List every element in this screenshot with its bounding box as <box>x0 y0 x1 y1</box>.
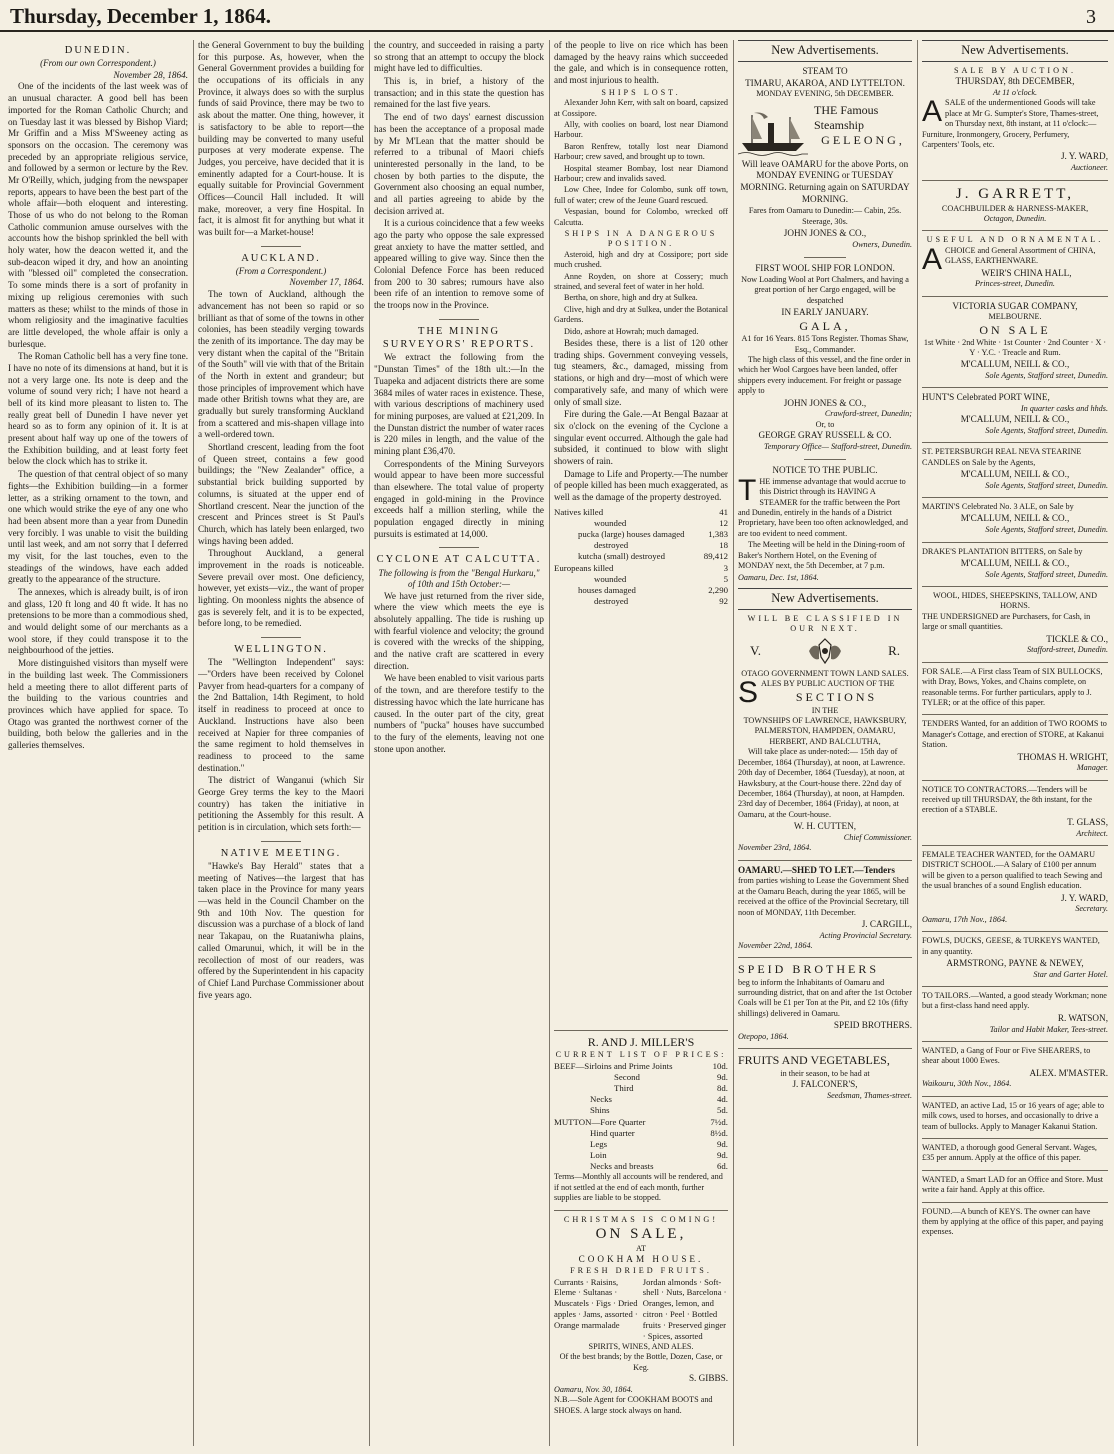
paragraph: The "Wellington Independent" says:—"Orders have been received by Colonel Pavyer from head-quarters for a company of the 2nd Battalion, 14th Regiment, to hold itself in readiness to proceed at once to Auckland. Instructions have also been received at Napier for three companies of the same regiment to hold themselves in readiness to proceed to the same destination." <box>198 657 364 773</box>
casualty-count: 2,290 <box>708 584 728 595</box>
divider <box>922 1202 1108 1203</box>
sales-sections: SECTIONS <box>795 690 878 705</box>
paragraph: The Meeting will be held in the Dining-room of Baker's Northern Hotel, on the Evening of MONDAY next, the 5th December, at 7 p.m. <box>738 540 905 571</box>
ad-title: FRUITS AND VEGETABLES, <box>738 1053 890 1068</box>
table-row <box>554 518 728 529</box>
signatory: TICKLE & CO., <box>1046 633 1108 644</box>
casualty-count: 1,383 <box>708 529 728 540</box>
notice-date: Oamaru, Dec. 1st, 1864. <box>738 572 819 582</box>
signatory-title: Tailor and Habit Maker, Tees-street. <box>989 1024 1108 1034</box>
ad-subtitle: FRESH DRIED FRUITS. <box>570 1266 712 1276</box>
ship-entry: Anne Royden, on shore at Cossery; much strained, and several feet of water in her hold. <box>554 271 728 292</box>
paragraph: Will leave OAMARU for the above Ports, on MONDAY EVENING or TUESDAY MORNING. Returning again on SATURDAY MORNING. <box>740 158 910 204</box>
ship-entry: Clive, high and dry at Sulkea, under the Botanical Gardens. <box>554 304 728 325</box>
paragraph: ASALE of the undermentioned Goods will take place at Mr G. Sumpter's Store, Thames-street, on Thursday next, 8th instant, at 11 o'clock:— Furniture, Ironmongery, Grocery, Perfumery, Carpenters' Tools, etc. <box>922 95 1099 149</box>
ad-subtitle: IN EARLY JANUARY. <box>781 307 869 318</box>
agent-name: GEORGE GRAY RUSSELL & CO. <box>758 430 892 441</box>
agent-or: Or, to <box>815 419 835 429</box>
paragraph: Correspondents of the Mining Surveyors would appear to have been more successful than elsewhere. The total value of property engaged in gold-mining in the Province exceeds half a million sterling, while the population engaged directly in mining pursuits is estimated at 14,000. <box>374 458 544 539</box>
table-row <box>554 1117 728 1128</box>
ship-entry: Asteroid, high and dry at Cossipore; port side much crushed. <box>554 249 728 270</box>
ad-sale: ON SALE, <box>595 1225 687 1242</box>
ad-title: R. AND J. MILLER'S <box>587 1035 695 1049</box>
agent-sub: Sole Agents, Stafford street, Dunedin. <box>985 525 1108 535</box>
royal-crest <box>738 635 912 669</box>
steamer-name: GELEONG, <box>821 133 905 148</box>
paragraph: TENDERS Wanted, for an addition of TWO ROOMS to Manager's Cottage, and erection of STORE, at Kakanui Station. <box>922 719 1107 750</box>
ship-details: A1 for 16 Years. 815 Tons Register. Thomas Shaw, Esq., Commander. <box>741 334 909 354</box>
divider <box>804 459 846 460</box>
article-title: THE MINING SURVEYORS' REPORTS. <box>382 325 536 351</box>
ad-date: THURSDAY, 8th DECEMBER, <box>955 76 1075 87</box>
price-list <box>554 1061 728 1173</box>
ad-title: WEIR'S CHINA HALL, <box>981 267 1072 278</box>
paragraph: Damage to Life and Property.—The number of people killed has been much exaggerated, as well as the damage of the property destroyed. <box>554 468 728 503</box>
column-rule <box>549 40 550 1446</box>
signatory: R. WATSON, <box>1057 1012 1108 1023</box>
sales-in: IN THE <box>811 705 839 715</box>
table-row <box>554 1105 728 1116</box>
price-value: 7½d. <box>710 1116 728 1127</box>
ad-title: SPEID BROTHERS <box>738 962 880 977</box>
price-value: 10d. <box>712 1060 728 1071</box>
ad-title: OAMARU.—SHED TO LET.—Tenders <box>738 864 895 875</box>
divider <box>804 257 846 258</box>
signatory: J. Y. WARD, <box>1060 151 1108 162</box>
signatory-title: Chief Commissioner. <box>843 832 912 842</box>
fares: Fares from Oamaru to Dunedin:— Cabin, 25s. Steerage, 30s. <box>748 206 902 226</box>
page-number: 3 <box>1086 6 1096 28</box>
price-item: Necks <box>590 1094 612 1105</box>
article-date: November 28, 1864. <box>113 69 188 80</box>
price-item: Legs <box>590 1138 608 1149</box>
price-value: 5d. <box>717 1105 728 1116</box>
section-heading: New Advertisements. <box>738 40 912 62</box>
ad-at: AT <box>635 1244 646 1254</box>
agent-sub: Temporary Office— Stafford-street, Dunedin. <box>763 441 912 451</box>
fruit-list-right: Jordan almonds · Soft-shell · Nuts, Barcelona · Oranges, lemon, and citron · Peel · Bottled fruits · Preserved ginger · Spices, assorted <box>642 1276 727 1342</box>
signatory-title: Secretary. <box>1075 904 1108 914</box>
paragraph: We have just returned from the river side, where the view which meets the eye is absolutely appalling. The tide is rushing up with fearful violence and velocity; the ground is covered with the wrecks of the shipping, and the native craft are scattered in every direction. <box>374 590 544 671</box>
divider <box>554 1210 728 1211</box>
table-row <box>554 1094 728 1105</box>
ad-body: in their season, to be had at <box>780 1068 870 1078</box>
ad-title: OTAGO GOVERNMENT TOWN LAND SALES. <box>741 668 909 678</box>
column-advertisements-b <box>922 40 1108 1440</box>
ad-date: MONDAY EVENING, 5th DECEMBER. <box>756 89 894 99</box>
paragraph: Will take place as under-noted:— 15th day of December, 1864 (Thursday), at noon, at Lawrence. 20th day of December, 1864 (Tuesday), at noon, at Hawksbury, at the Court-house there. 22nd day of December, 1864 (Thursday), at noon, at Hampden. 23rd day of December, 1864 (Friday), at noon, at Oamaru, at the Court-house. <box>738 747 905 819</box>
paragraph: Now Loading Wool at Port Chalmers, and having a great portion of her Cargo engaged, will be despatched <box>741 275 909 305</box>
signatory-title: Stafford-street, Dunedin. <box>1026 645 1108 655</box>
casualty-table <box>554 507 728 608</box>
divider <box>439 319 480 320</box>
price-item: Necks and breasts <box>590 1161 654 1172</box>
agent-sub: Owners, Dunedin. <box>852 239 912 249</box>
ad-sale: ON SALE <box>979 322 1051 337</box>
crest-letter: R. <box>888 643 900 659</box>
steamship-icon <box>738 105 808 157</box>
divider <box>738 957 912 958</box>
divider <box>922 931 1108 932</box>
paragraph: The Roman Catholic bell has a very fine tone. I have no note of its dimensions at hand, but it is not a very large one. Its note is deep and the volume of sound very rich; I have not heard a bell of its kind more pleasant to listen to. The really great bell of Dunedin I have never yet heard so as to form any opinion of it. It is at present about half way up one of the towers of the Exhibition building, and at least forty feet below the clock which has to strike it. <box>8 351 188 467</box>
paragraph: The question of that central object of so many fights—the Exhibition building—in a former letter, as a striking ornament to the town, and one which would strike the eye of any one who had been absent more than a year from Dunedin very forcibly. I was unable to visit the building until last week, and am not sorry that I deferred my visit, for the last touches, even to the steadings of the windows, have each added greatly to the appearance of the structure. <box>8 469 188 585</box>
steamer-ad <box>738 103 912 159</box>
ad-place: Otepopo, 1864. <box>738 1031 789 1041</box>
divider <box>922 387 1108 388</box>
signatory-title: Acting Provincial Secretary. <box>819 930 912 940</box>
casualty-label: wounded <box>594 573 627 584</box>
table-row <box>554 563 728 574</box>
casualty-label: destroyed <box>594 596 629 607</box>
divider <box>922 780 1108 781</box>
paragraph: NOTICE TO CONTRACTORS.—Tenders will be received up till THURSDAY, the 8th instant, for the erection of a STABLE. <box>922 784 1092 815</box>
paragraph: One of the incidents of the last week was of an unusual character. A good bell has been imported for the Roman Catholic Church; and on Tuesday last it was blessed by Bishop Viard; Mr Griffin and a Miss M'Sweeney acting as sponsors on the occasion. The ceremony was preceded by an appropriate religious service, and followed by a sermon or lecture by the Rev. Mr O'Reilly, which, judging from the newspaper reports, appears to have been the best part of the whole affair—both eloquent and interesting. Those of us who do not belong to the Roman Catholic communion amuse ourselves with the accounts how the bishop sprinkled the bell with holy water, how the deacon wetted it, and the sub-deacon wiped it dry, and how an anointing with "blessed oil" completed the consecration. To some minds there is a sort of profanity in mixing up religious ceremonies with such matters as these; whilst to the minds of those in whom religiosity and the imaginative faculties are little developed, the whole affair is only a burlesque. <box>8 81 188 349</box>
agent-name: M'CALLUM, NEILL & CO., <box>960 513 1070 524</box>
signatory-title: Star and Garter Hotel. <box>1033 969 1108 979</box>
price-value: 6d. <box>717 1161 728 1172</box>
paragraph: It is a curious coincidence that a few weeks ago the party who oppose the sale expressed great anxiety to have the matter settled, and appeared willing to give way. Since then the Colonial Defence Force has been reduced from 200 to 30 sabres; rumours have also been rife of an intention to remove some of the troops now in the Province. <box>374 218 544 311</box>
paragraph: "Hawke's Bay Herald" states that a meeting of Natives—the largest that has taken place in the Province for many years—was held in the Council Chamber on the 9th and 10th Nov. The question for discussion was a purchase of a block of land near Takapau, on the Ruataniwha plains, called Omarunui, which, it will be in the recollection of most of our readers, was offered by the Superintendent in his capacity of Chief Land Purchase Commissioner about five years ago. <box>198 861 364 1000</box>
sales-towns: TOWNSHIPS OF LAWRENCE, HAWKSBURY, PALMERSTON, HAMPDEN, OAMARU, HERBERT, AND BALCLUTHA, <box>743 716 907 746</box>
ship-entry: Alexander John Kerr, with salt on board, capsized at Cossipore. <box>554 98 728 118</box>
article-title: AUCKLAND. <box>241 252 321 264</box>
price-value: 4d. <box>717 1094 728 1105</box>
price-item: Shins <box>590 1105 610 1116</box>
price-item: Second <box>614 1071 640 1082</box>
paragraph: The district of Wanganui (which Sir George Grey terms the key to the Maori country) has taken the initiative in petitioning the Assembly for this result. A petition is in circulation, which sets forth:— <box>198 775 364 833</box>
price-value: 8½d. <box>710 1127 728 1138</box>
signatory: ARMSTRONG, PAYNE & NEWEY, <box>946 957 1084 968</box>
ship-entry: Hospital steamer Bombay, lost near Diamond Harbour; crew and invalids saved. <box>554 163 728 183</box>
ad-title: VICTORIA SUGAR COMPANY, <box>952 300 1078 311</box>
divider <box>922 296 1108 297</box>
paragraph: the General Government to buy the building for this purpose. As, however, when the General Government provides a building for the occupations of its officials in any Province, it always does so with the surplus funds of said Province, there may be two to ask about the matter. One thing, however, it is satisfactory to be able to report—the building may be converted to many useful purposes at very moderate expense. The Judges, you perceive, have decided that it is eminently adapted for a Court-house. It is equally suitable for Provincial Government Offices—Council Hall included. It will make, moreover, a very fine Hospital. In fact, it is almost fit for anything but what it was built for—a Market-house! <box>198 40 364 237</box>
ad-date: November 23rd, 1864. <box>738 843 812 853</box>
price-value: 9d. <box>717 1071 728 1082</box>
ship-entry: Dido, ashore at Howrah; much damaged. <box>564 326 699 336</box>
ship-entry: Vespasian, bound for Colombo, wrecked off Calcutta. <box>554 207 728 227</box>
agent-name: JOHN JONES & CO., <box>783 228 867 239</box>
casualty-count: 89,412 <box>703 551 728 562</box>
agent-name: M'CALLUM, NEILL & CO., <box>960 358 1070 369</box>
sugar-grades: 1st White · 2nd White · 1st Counter · 2nd Counter · X · Y · Y.C. · Treacle and Rum. <box>923 338 1107 358</box>
signatory: SPEID BROTHERS. <box>833 1020 912 1031</box>
paragraph: Shortland crescent, leading from the foot of Queen street, contains a few good buildings; the "New Zealander" office, a substantial brick building supported by columns, is situated at the upper end of Shortland crescent. Near the junction of the crescent and Princes street is St Paul's Church, which has lately been enlarged, two wings having been added. <box>198 442 364 546</box>
paragraph: More distinguished visitors than myself were in the building last week. The Commissioners held a meeting there to allot different parts of the building to the various countries and provinces which have applied for space. To Otago was granted the northwest corner of the building, both below the galleries and in the galleries themselves. <box>8 658 188 750</box>
table-row <box>554 1161 728 1172</box>
divider <box>738 1048 912 1049</box>
casualty-label: destroyed <box>594 540 629 551</box>
casualty-label: kutcha (small) destroyed <box>578 551 665 562</box>
divider <box>922 1096 1108 1097</box>
ad-title: CHRISTMAS IS COMING! <box>563 1214 719 1224</box>
divider <box>922 442 1108 443</box>
ad-title: STEAM TO <box>802 65 848 76</box>
article-title: CYCLONE AT CALCUTTA. <box>376 554 542 566</box>
column-auckland <box>198 40 364 1440</box>
signatory-title: Manager. <box>1076 763 1108 773</box>
subsection-title: SHIPS IN A DANGEROUS POSITION. <box>564 229 718 249</box>
price-item: Loin <box>590 1150 607 1161</box>
table-row <box>554 540 728 551</box>
divider <box>922 845 1108 846</box>
casualty-label: houses damaged <box>578 584 636 595</box>
paragraph: Fire during the Gale.—At Bengal Bazaar at six o'clock on the evening of the Cyclone a singular event occurred. Although the gale had subsided, it continued to blow with slight showers of rain. <box>554 409 728 466</box>
ship-entry: Low Chee, Indee for Colombo, sunk off town, full of water; crew of the Jeune Guard rescued. <box>554 185 728 205</box>
subsection-title: SHIPS LOST. <box>601 87 681 97</box>
ad-title: NOTICE TO THE PUBLIC. <box>772 465 878 476</box>
signatory: W. H. CUTTEN, <box>793 821 857 832</box>
signatory: J. Y. WARD, <box>1060 892 1108 903</box>
signatory: J. FALCONER'S, <box>792 1079 858 1090</box>
ad-subtitle: COACHBUILDER & HARNESS-MAKER, <box>941 203 1089 213</box>
table-row <box>554 1061 728 1072</box>
column-advertisements-a <box>738 40 912 1440</box>
ad-title: J. GARRETT, <box>955 185 1075 202</box>
column-rule <box>917 40 918 1446</box>
price-item: BEEF—Sirloins and Prime Joints <box>554 1060 673 1071</box>
price-value: 9d. <box>717 1138 728 1149</box>
agent-name: M'CALLUM, NEILL & CO., <box>960 557 1070 568</box>
signatory: THOMAS H. WRIGHT, <box>1017 751 1108 762</box>
ad-title: USEFUL AND ORNAMENTAL. <box>926 235 1104 245</box>
fruit-list <box>554 1277 728 1342</box>
paragraph: WANTED, a Smart LAD for an Office and Store. Must write a fair hand. Apply at this office. <box>922 1174 1104 1195</box>
article-date: November 17, 1864. <box>289 277 364 288</box>
ad-place: Princes-street, Dunedin. <box>975 279 1055 289</box>
casualty-count: 18 <box>719 540 728 551</box>
ad-subtitle: In quarter casks and hhds. <box>1020 403 1108 413</box>
paragraph: WANTED, a thorough good General Servant. Wages, £35 per annum. Apply at the office of this paper. <box>922 1143 1097 1163</box>
table-row <box>554 551 728 562</box>
paragraph: FOWLS, DUCKS, GEESE, & TURKEYS WANTED, in any quantity. <box>922 936 1100 956</box>
table-row <box>554 1150 728 1161</box>
divider <box>922 662 1108 663</box>
divider <box>439 547 480 548</box>
price-item: Hind quarter <box>590 1127 635 1138</box>
crest-icon <box>805 637 845 667</box>
column-rule <box>369 40 370 1446</box>
article-title: WELLINGTON. <box>234 644 328 656</box>
divider <box>922 586 1108 587</box>
divider <box>922 542 1108 543</box>
divider <box>261 246 301 247</box>
ad-title: SALE BY AUCTION. <box>953 65 1077 75</box>
signatory: ALEX. M'MASTER. <box>1029 1067 1108 1078</box>
paragraph: beg to inform the Inhabitants of Oamaru and surrounding district, that on and after the 1st October Coals will be £1 per Ton at the Pit, and £2 10s (fifty shillings) delivered in Oamaru. <box>738 977 912 1018</box>
divider <box>922 230 1108 231</box>
ship-entry: Ally, with coolies on board, lost near Diamond Harbour. <box>554 119 728 140</box>
casualty-label: wounded <box>594 517 627 528</box>
paragraph: WANTED, an active Lad, 15 or 16 years of age; able to milk cows, used to horses, and occasionally to drive a team of bullocks. Apply to Manager Kakanui Station. <box>922 1100 1105 1131</box>
ad-title: DRAKE'S PLANTATION BITTERS, on Sale by <box>922 546 1083 556</box>
masthead <box>0 0 1114 32</box>
column-mining <box>374 40 544 1440</box>
divider <box>738 860 912 861</box>
article-source: (From a Correspondent.) <box>235 266 327 277</box>
agent-sub: Sole Agents, Stafford street, Dunedin. <box>985 425 1108 435</box>
signatory-title: Auctioneer. <box>1070 163 1108 173</box>
paragraph: SALES BY PUBLIC AUCTION OF THE <box>738 676 895 710</box>
ad-place: COOKHAM HOUSE. <box>578 1254 704 1265</box>
paragraph: ACHOICE and General Assortment of CHINA, GLASS, EARTHENWARE. <box>922 242 1096 276</box>
ad-date: Oamaru, Nov. 30, 1864. <box>554 1384 633 1394</box>
column-rule <box>733 40 734 1446</box>
price-value: 8d. <box>717 1082 728 1093</box>
section-heading: New Advertisements. <box>922 40 1108 62</box>
ad-date: November 22nd, 1864. <box>738 941 813 951</box>
casualty-label: Natives killed <box>554 506 604 517</box>
ad-time: At 11 o'clock. <box>992 87 1038 97</box>
ad-subtitle: CURRENT LIST OF PRICES: <box>555 1050 727 1060</box>
agent-sub: Sole Agents, Stafford street, Dunedin. <box>985 480 1108 490</box>
table-row <box>554 596 728 607</box>
table-row <box>554 507 728 518</box>
fruit-list-left: Currants · Raisins, Eleme · Sultanas · Muscatels · Figs · Dried apples · Jams, assorted · Orange marmalade <box>554 1276 638 1331</box>
agent-sub: Sole Agents, Stafford street, Dunedin. <box>985 370 1108 380</box>
paragraph: FOR SALE.—A First class Team of SIX BULLOCKS, with Dray, Bows, Yokes, and Chains complete, on reasonable terms. For further particulars, apply to J. TYLER; or at the office of this paper. <box>922 666 1103 707</box>
agent-name: JOHN JONES & CO., <box>783 397 867 408</box>
ad-body: Of the best brands; by the Bottle, Dozen, Case, or Keg. <box>559 1352 723 1372</box>
agent-name: M'CALLUM, NEILL & CO., <box>960 468 1070 479</box>
paragraph: Terms—Monthly all accounts will be rendered, and if not settled at the end of each month, further supplies are liable to be stopped. <box>554 1172 723 1203</box>
price-value: 9d. <box>717 1150 728 1161</box>
divider <box>922 1138 1108 1139</box>
divider <box>922 1170 1108 1171</box>
table-row <box>554 1128 728 1139</box>
ad-subtitle: MELBOURNE. <box>988 312 1042 322</box>
paragraph: The town of Auckland, although the advancement has not been so rapid or so brilliant as that of some of the towns in other colonies, has been steadily verging towards the zenith of its importance. The day may be very distant when the capital of the "Britain of the South" will vie with that of the Britain of the North in extent and grandeur; but those principles of improvement which have made other British towns what they are, are gradually but surely transforming Auckland from a scattered and mis-shapen village into a well-ordered town. <box>198 289 364 440</box>
paragraph: We extract the following from the "Dunstan Times" of the 18th ult.:—In the Tuapeka and adjacent districts there are some 3684 miles of water races in existence. These, with various descriptions of machinery used for mining purposes, are valued at £21,209. In the Dunstan district the number of water races is 220 miles in length, and the value of the mining plant £36,470. <box>374 352 544 456</box>
price-item: Third <box>614 1082 634 1093</box>
table-row <box>554 529 728 540</box>
table-row <box>554 1139 728 1150</box>
crest-letter: V. <box>750 643 761 659</box>
article-source: The following is from the "Bengal Hurkaru," of 10th and 15th October:— <box>378 567 540 590</box>
table-row <box>554 1083 728 1094</box>
agent-name: M'CALLUM, NEILL & CO., <box>960 414 1070 424</box>
column-butcher-ads <box>554 1030 728 1440</box>
article-title: DUNEDIN. <box>64 45 132 56</box>
ad-title: FIRST WOOL SHIP FOR LONDON. <box>755 263 895 274</box>
divider <box>922 497 1108 498</box>
paragraph: from parties wishing to Lease the Government Shed at the Oamaru Beach, during the year 1865, will be received at the office of the Provincial Secretary, till noon of MONDAY, 11th December. <box>738 876 909 917</box>
table-row <box>554 585 728 596</box>
divider <box>261 841 301 842</box>
table-row <box>554 1072 728 1083</box>
ad-subtitle: SPIRITS, WINES, AND ALES. <box>588 1341 694 1351</box>
signatory: J. CARGILL, <box>861 918 912 929</box>
signatory-title: Architect. <box>1076 828 1108 838</box>
ad-date: Oamaru, 17th Nov., 1864. <box>922 914 1008 924</box>
paragraph: This is, in brief, a history of the transaction; and in this state the question has remained for the last five years. <box>374 76 544 110</box>
ad-route: TIMARU, AKAROA, AND LYTTELTON. <box>745 77 905 88</box>
paragraph: the country, and succeeded in raising a party so strong that an attempt to occupy the block might have led to difficulties. <box>374 40 544 74</box>
paragraph: The end of two days' earnest discussion has been the acceptance of a proposal made by Mr M'Lean that the matter should be referred to a tribunal of Maori chiefs uninterested personally in the land, to be chosen by both parties to the dispute, the Government also choosing an equal number, and all parties agreeing to abide by the decision arrived at. <box>374 112 544 216</box>
article-title: NATIVE MEETING. <box>220 847 342 859</box>
paragraph: Throughout Auckland, a general improvement in the roads is noticeable. Severe prevail over most. One deficiency, however, yet exists—viz., the want of proper lighting. On moonless nights the absence of gas is severely felt, and it is to be expected, before long, to be remedied. <box>198 548 364 629</box>
casualty-label: pucka (large) houses damaged <box>578 529 685 540</box>
signatory-title: Seedsman, Thames-street. <box>827 1090 912 1100</box>
divider <box>261 637 301 638</box>
section-note: WILL BE CLASSIFIED IN OUR NEXT. <box>747 613 903 634</box>
ship-name: GALA, <box>799 318 851 333</box>
signatory: T. GLASS, <box>1067 816 1108 827</box>
casualty-count: 92 <box>719 596 728 607</box>
paragraph: FOUND.—A bunch of KEYS. The owner can have them by applying at the office of this paper, and paying expenses. <box>922 1206 1104 1237</box>
paragraph: FEMALE TEACHER WANTED, for the OAMARU DISTRICT SCHOOL.—A Salary of £100 per annum will be given to a person qualified to teach Sewing and the usual branches of a sound English education. <box>922 849 1103 891</box>
section-heading: New Advertisements. <box>738 588 912 610</box>
ad-title: WOOL, HIDES, SHEEPSKINS, TALLOW, AND HORNS. <box>932 591 1097 611</box>
column-rule <box>193 40 194 1446</box>
signatory: S. GIBBS. <box>688 1373 728 1384</box>
casualty-count: 5 <box>723 573 728 584</box>
casualty-count: 12 <box>719 517 728 528</box>
paragraph: THE immense advantage that would accrue to this District through its HAVING A STEAMER for the traffic between the Port and Dunedin, entirely in the hands of a District Proprietary, have been too often acknowledged, and are too evident to need comment. <box>738 473 908 538</box>
paragraph: of the people to live on rice which has been damaged by the heavy rains which succeeded the gale, and which is in consequence rotten, and most injurious to health. <box>554 40 728 86</box>
ad-date: Waikouru, 30th Nov., 1864. <box>922 1079 1012 1089</box>
issue-date: Thursday, December 1, 1864. <box>10 4 271 28</box>
divider <box>922 986 1108 987</box>
paragraph: The high class of this vessel, and the fine order in which her Wool Cargoes have been landed, offer shippers every inducement. For freight or passage apply to <box>738 354 911 396</box>
ship-entry: Bertha, on shore, high and dry at Sulkea. <box>564 293 698 303</box>
ad-title: HUNT'S Celebrated PORT WINE, <box>922 391 1050 402</box>
table-row <box>554 574 728 585</box>
paragraph: TO TAILORS.—Wanted, a good steady Workman; none but a first-class hand need apply. <box>922 991 1107 1011</box>
agent-sub: Crawford-street, Dunedin; <box>824 409 912 419</box>
price-item: MUTTON—Fore Quarter <box>554 1116 646 1127</box>
casualty-count: 41 <box>719 506 728 517</box>
divider <box>922 180 1108 181</box>
paragraph: We have been enabled to visit various parts of the town, and are therefore testify to the distressing havoc which the late hurricane has caused. In the outer part of the city, great numbers of "pucka" houses have succumbed to the fury of the elements, leaving not one stone upon another. <box>374 673 544 754</box>
divider <box>922 714 1108 715</box>
paragraph: WANTED, a Gang of Four or Five SHEARERS, to shear about 1000 Ewes. <box>922 1045 1091 1066</box>
steamer-intro: THE Famous Steamship <box>814 102 879 132</box>
article-source: (From our own Correspondent.) <box>40 58 156 69</box>
ad-title: MARTIN'S Celebrated No. 3 ALE, on Sale by <box>922 502 1074 511</box>
paragraph: The annexes, which is already built, is of iron and glass, 120 ft long and 40 ft wide. It has no pretensions to be more than a commodious shed, and would delight some of our merchants as a wool store, if they could transpose it to the neighbourhood of the jetties. <box>8 587 188 656</box>
casualty-count: 3 <box>723 562 728 573</box>
paragraph: N.B.—Sole Agent for COOKHAM BOOTS and SHOES. A large stock always on hand. <box>554 1395 713 1415</box>
ad-place: Octagon, Dunedin. <box>983 213 1047 223</box>
agent-sub: Sole Agents, Stafford street, Dunedin. <box>985 569 1108 579</box>
column-dunedin <box>8 40 188 1440</box>
ship-entry: Baron Renfrew, totally lost near Diamond Harbour; crew saved, and brought up to town. <box>554 141 728 162</box>
paragraph: Besides these, there is a list of 120 other trading ships. Government conveying vessels, tug steamers, &c., damaged, missing from stations, or high and dry—most of which were comparatively safe, and many of which were only of small size. <box>554 338 728 407</box>
divider <box>922 1041 1108 1042</box>
paragraph: THE UNDERSIGNED are Purchasers, for Cash, in large or small quantities. <box>922 611 1091 632</box>
divider <box>554 1030 728 1031</box>
casualty-label: Europeans killed <box>554 562 614 573</box>
ad-title: ST. PETERSBURGH REAL NEVA STEARINE CANDLES on Sale by the Agents, <box>922 447 1082 467</box>
